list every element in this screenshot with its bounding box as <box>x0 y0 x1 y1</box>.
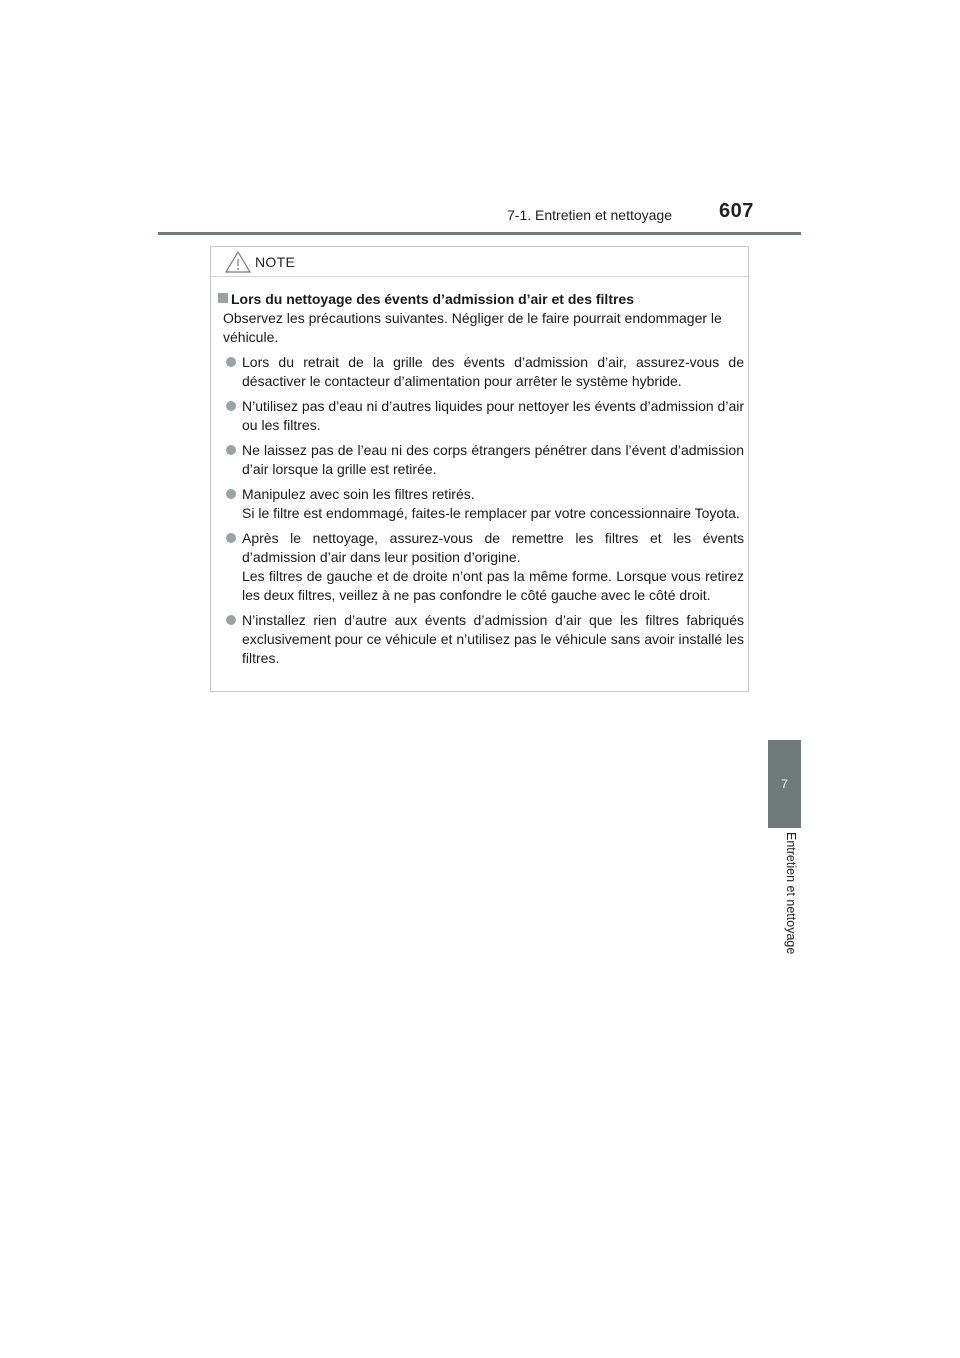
circle-bullet-icon <box>226 357 236 367</box>
list-item-text: N’utilisez pas d’eau ni d’autres liquides pour nettoyer les évents d’admission d’air ou les filtres. <box>242 398 744 433</box>
list-item <box>218 611 744 668</box>
list-item <box>218 397 744 435</box>
chapter-number: 7 <box>781 777 788 791</box>
note-body <box>218 290 744 668</box>
circle-bullet-icon <box>226 615 236 625</box>
header-divider <box>158 232 801 235</box>
list-item-text: Ne laissez pas de l’eau ni des corps étrangers pénétrer dans l’évent d’admission d’air lorsque la grille est retirée. <box>242 442 744 477</box>
list-item-text: Lors du retrait de la grille des évents d’admission d’air, assurez-vous de désactiver le contacteur d’alimentation pour arrêter le système hybride. <box>242 354 744 389</box>
list-item <box>218 485 744 523</box>
note-header <box>211 247 748 277</box>
precautions-list <box>218 353 744 668</box>
list-item-text: Après le nettoyage, assurez-vous de remettre les filtres et les évents d’admission d’air dans leur position d’origine. <box>242 530 744 565</box>
circle-bullet-icon <box>226 533 236 543</box>
note-heading-text: Lors du nettoyage des évents d’admission d’air et des filtres <box>231 291 634 307</box>
circle-bullet-icon <box>226 401 236 411</box>
note-title: NOTE <box>255 254 296 270</box>
note-box <box>210 246 749 692</box>
list-item-subtext: Les filtres de gauche et de droite n’ont pas la même forme. Lorsque vous retirez les deux filtres, veillez à ne pas confondre le côté gauche avec le côté droit. <box>242 568 744 603</box>
list-item <box>218 529 744 605</box>
list-item-subtext: Si le filtre est endommagé, faites-le remplacer par votre concessionnaire Toyota. <box>242 505 740 521</box>
chapter-side-label: Entretien et nettoyage <box>784 832 798 955</box>
list-item <box>218 441 744 479</box>
list-item-text: N’installez rien d’autre aux évents d’admission d’air que les filtres fabriqués exclusivement pour ce véhicule et n’utilisez pas le véhicule sans avoir installé les filtres. <box>242 612 744 666</box>
list-item <box>218 353 744 391</box>
note-heading <box>218 290 744 309</box>
section-title: 7-1. Entretien et nettoyage <box>507 207 672 223</box>
square-bullet-icon <box>218 293 228 303</box>
warning-triangle-icon <box>225 251 251 273</box>
circle-bullet-icon <box>226 489 236 499</box>
page-number: 607 <box>719 200 754 222</box>
list-item-text: Manipulez avec soin les filtres retirés. <box>242 486 475 502</box>
chapter-tab[interactable] <box>768 740 801 828</box>
note-intro: Observez les précautions suivantes. Négliger de le faire pourrait endommager le véhicule. <box>223 310 722 345</box>
circle-bullet-icon <box>226 445 236 455</box>
